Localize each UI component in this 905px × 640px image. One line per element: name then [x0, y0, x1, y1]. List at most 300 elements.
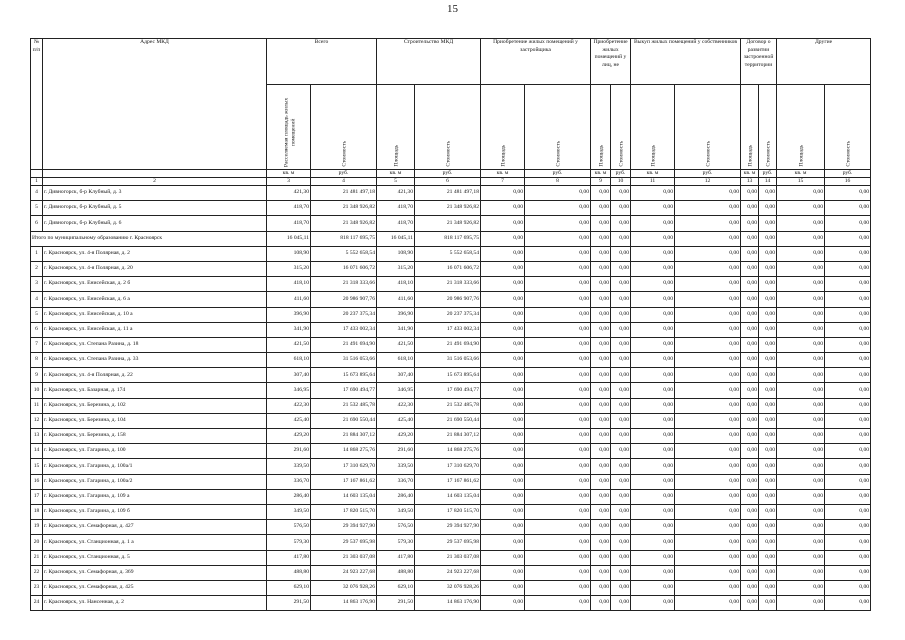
row-number: 20	[31, 535, 43, 550]
value-cell: 0,00	[481, 520, 525, 535]
value-cell: 0,00	[525, 261, 591, 276]
value-cell: 17 820 515,70	[311, 504, 377, 519]
value-cell: 417,80	[267, 550, 311, 565]
table-row	[31, 353, 871, 368]
value-cell: 0,00	[759, 383, 777, 398]
subheader-sub-cost: Стоимость	[759, 85, 777, 170]
value-cell: 0,00	[675, 398, 741, 413]
address-cell: г. Красноярск, ул. Станционная, д. 5	[43, 550, 267, 565]
address-cell: г. Красноярск, ул. Степана Разина, д. 18	[43, 337, 267, 352]
value-cell: 0,00	[777, 383, 825, 398]
value-cell: 0,00	[525, 307, 591, 322]
value-cell: 0,00	[777, 565, 825, 580]
header-address: Адрес МКД	[43, 39, 267, 170]
value-cell: 0,00	[741, 459, 759, 474]
value-cell: 0,00	[759, 459, 777, 474]
value-cell: 0,00	[611, 307, 631, 322]
value-cell: 0,00	[825, 596, 871, 611]
value-cell: 579,30	[267, 535, 311, 550]
value-cell: 629,10	[267, 580, 311, 595]
value-cell: 418,70	[377, 201, 415, 216]
column-number: 3	[267, 178, 311, 186]
value-cell: 0,00	[825, 520, 871, 535]
value-cell: 0,00	[759, 216, 777, 231]
value-cell: 0,00	[675, 413, 741, 428]
value-cell: 0,00	[611, 246, 631, 261]
column-number: 14	[759, 178, 777, 186]
value-cell: 0,00	[675, 383, 741, 398]
value-cell: 32 076 928,26	[415, 580, 481, 595]
value-cell: 0,00	[777, 292, 825, 307]
value-cell: 0,00	[611, 535, 631, 550]
subheader-sub-area: Площадь	[481, 85, 525, 170]
value-cell: 0,00	[825, 474, 871, 489]
value-cell: 0,00	[675, 459, 741, 474]
value-cell: 14 603 135,04	[311, 489, 377, 504]
value-cell: 0,00	[741, 292, 759, 307]
value-cell: 0,00	[675, 429, 741, 444]
subheader-sub-cost: Стоимость	[415, 85, 481, 170]
value-cell: 0,00	[591, 520, 611, 535]
value-cell: 0,00	[741, 550, 759, 565]
value-cell: 0,00	[611, 368, 631, 383]
subheader-sub-cost: Стоимость	[825, 85, 871, 170]
value-cell: 349,50	[267, 504, 311, 519]
value-cell: 0,00	[631, 535, 675, 550]
value-cell: 15 673 895,64	[415, 368, 481, 383]
value-cell: 21 532 485,78	[415, 398, 481, 413]
value-cell: 0,00	[481, 444, 525, 459]
value-cell: 0,00	[591, 277, 611, 292]
value-cell: 0,00	[759, 550, 777, 565]
value-cell: 0,00	[591, 565, 611, 580]
value-cell: 0,00	[591, 322, 611, 337]
value-cell: 0,00	[525, 565, 591, 580]
row-number: 19	[31, 520, 43, 535]
value-cell: 618,10	[267, 353, 311, 368]
table-row	[31, 216, 871, 231]
value-cell: 0,00	[777, 337, 825, 352]
value-cell: 0,00	[741, 261, 759, 276]
address-cell: г. Красноярск, ул. Семафорная, д. 427	[43, 520, 267, 535]
address-cell: г. Красноярск, ул. 4-я Полярная, д. 22	[43, 368, 267, 383]
value-cell: 29 537 695,98	[415, 535, 481, 550]
value-cell: 0,00	[481, 413, 525, 428]
value-cell: 21 303 037,08	[415, 550, 481, 565]
value-cell: 24 923 227,68	[311, 565, 377, 580]
value-cell: 0,00	[741, 580, 759, 595]
column-number: 10	[611, 178, 631, 186]
value-cell: 0,00	[759, 596, 777, 611]
value-cell: 818 117 695,75	[311, 231, 377, 246]
value-cell: 0,00	[741, 353, 759, 368]
row-number: 11	[31, 398, 43, 413]
value-cell: 21 884 307,12	[311, 429, 377, 444]
value-cell: 0,00	[591, 261, 611, 276]
address-cell: г. Дивногорск, б-р Клубный, д. 5	[43, 201, 267, 216]
row-number: 8	[31, 353, 43, 368]
address-cell: г. Дивногорск, б-р Клубный, д. 3	[43, 186, 267, 201]
row-number: 1	[31, 246, 43, 261]
value-cell: 0,00	[631, 216, 675, 231]
value-cell: 21 491 694,90	[311, 337, 377, 352]
value-cell: 0,00	[481, 429, 525, 444]
value-cell: 0,00	[525, 459, 591, 474]
value-cell: 0,00	[525, 277, 591, 292]
address-cell: г. Красноярск, ул. Гагарина, д. 100	[43, 444, 267, 459]
value-cell: 0,00	[675, 504, 741, 519]
value-cell: 0,00	[631, 201, 675, 216]
row-number: 2	[31, 261, 43, 276]
column-number: 6	[415, 178, 481, 186]
value-cell: 0,00	[777, 520, 825, 535]
value-cell: 21 348 926,82	[415, 216, 481, 231]
value-cell: 0,00	[759, 231, 777, 246]
unit-label: кв. м	[267, 170, 311, 178]
value-cell: 21 491 694,90	[415, 337, 481, 352]
value-cell: 0,00	[631, 520, 675, 535]
value-cell: 21 532 485,78	[311, 398, 377, 413]
value-cell: 0,00	[481, 383, 525, 398]
value-cell: 411,60	[377, 292, 415, 307]
value-cell: 0,00	[611, 231, 631, 246]
value-cell: 418,10	[377, 277, 415, 292]
value-cell: 0,00	[777, 246, 825, 261]
value-cell: 17 433 002,34	[415, 322, 481, 337]
value-cell: 0,00	[525, 383, 591, 398]
value-cell: 21 690 550,44	[311, 413, 377, 428]
value-cell: 0,00	[777, 444, 825, 459]
row-number: 23	[31, 580, 43, 595]
value-cell: 17 690 494,77	[311, 383, 377, 398]
value-cell: 0,00	[591, 596, 611, 611]
value-cell: 20 986 907,76	[311, 292, 377, 307]
column-number: 8	[525, 178, 591, 186]
header-total: Всего	[267, 39, 377, 85]
value-cell: 0,00	[759, 322, 777, 337]
value-cell: 0,00	[675, 261, 741, 276]
column-number: 2	[43, 178, 267, 186]
value-cell: 0,00	[591, 459, 611, 474]
value-cell: 21 348 926,82	[311, 216, 377, 231]
value-cell: 0,00	[481, 580, 525, 595]
value-cell: 0,00	[525, 186, 591, 201]
unit-label: кв. м	[741, 170, 759, 178]
value-cell: 21 318 333,66	[415, 277, 481, 292]
value-cell: 425,40	[377, 413, 415, 428]
value-cell: 0,00	[777, 596, 825, 611]
value-cell: 0,00	[631, 322, 675, 337]
value-cell: 0,00	[741, 201, 759, 216]
value-cell: 0,00	[591, 383, 611, 398]
value-cell: 5 552 658,54	[415, 246, 481, 261]
value-cell: 0,00	[611, 550, 631, 565]
value-cell: 0,00	[631, 459, 675, 474]
value-cell: 0,00	[481, 246, 525, 261]
value-cell: 291,60	[267, 444, 311, 459]
value-cell: 0,00	[525, 504, 591, 519]
value-cell: 0,00	[759, 277, 777, 292]
value-cell: 336,70	[377, 474, 415, 489]
value-cell: 0,00	[525, 489, 591, 504]
unit-label: руб.	[525, 170, 591, 178]
address-cell: г. Красноярск, ул. Енисейская, д. 11 а	[43, 322, 267, 337]
value-cell: 307,40	[377, 368, 415, 383]
value-cell: 0,00	[675, 353, 741, 368]
value-cell: 0,00	[481, 489, 525, 504]
value-cell: 0,00	[591, 368, 611, 383]
value-cell: 0,00	[525, 231, 591, 246]
value-cell: 421,50	[377, 337, 415, 352]
value-cell: 0,00	[481, 307, 525, 322]
value-cell: 0,00	[591, 216, 611, 231]
value-cell: 0,00	[631, 550, 675, 565]
value-cell: 0,00	[825, 550, 871, 565]
value-cell: 418,70	[267, 201, 311, 216]
value-cell: 16 045,11	[377, 231, 415, 246]
value-cell: 0,00	[525, 580, 591, 595]
address-cell: г. Красноярск, ул. 4-я Полярная, д. 2	[43, 246, 267, 261]
value-cell: 21 303 037,08	[311, 550, 377, 565]
value-cell: 0,00	[611, 292, 631, 307]
value-cell: 0,00	[525, 368, 591, 383]
value-cell: 629,10	[377, 580, 415, 595]
table-row	[31, 261, 871, 276]
row-number: 6	[31, 322, 43, 337]
value-cell: 0,00	[631, 383, 675, 398]
value-cell: 21 884 307,12	[415, 429, 481, 444]
value-cell: 0,00	[481, 398, 525, 413]
value-cell: 0,00	[825, 383, 871, 398]
value-cell: 307,40	[267, 368, 311, 383]
column-number: 15	[777, 178, 825, 186]
value-cell: 0,00	[825, 368, 871, 383]
value-cell: 0,00	[741, 596, 759, 611]
value-cell: 0,00	[759, 246, 777, 261]
value-cell: 108,90	[377, 246, 415, 261]
value-cell: 0,00	[825, 277, 871, 292]
value-cell: 411,60	[267, 292, 311, 307]
value-cell: 0,00	[525, 413, 591, 428]
unit-label: руб.	[759, 170, 777, 178]
subheader-sub-cost: Стоимость	[311, 85, 377, 170]
value-cell: 0,00	[591, 550, 611, 565]
value-cell: 0,00	[611, 216, 631, 231]
value-cell: 0,00	[741, 277, 759, 292]
value-cell: 0,00	[825, 580, 871, 595]
value-cell: 0,00	[591, 444, 611, 459]
value-cell: 17 167 861,62	[311, 474, 377, 489]
value-cell: 0,00	[675, 231, 741, 246]
value-cell: 31 516 053,66	[311, 353, 377, 368]
value-cell: 0,00	[675, 444, 741, 459]
unit-label: кв. м	[777, 170, 825, 178]
value-cell: 14 868 275,76	[415, 444, 481, 459]
value-cell: 0,00	[525, 550, 591, 565]
value-cell: 0,00	[611, 459, 631, 474]
value-cell: 0,00	[481, 186, 525, 201]
subheader-sub-area-total: Расселяемая площадь жилых помещений	[267, 85, 311, 170]
value-cell: 0,00	[675, 246, 741, 261]
value-cell: 417,80	[377, 550, 415, 565]
value-cell: 17 310 629,70	[415, 459, 481, 474]
value-cell: 0,00	[741, 231, 759, 246]
value-cell: 0,00	[741, 444, 759, 459]
value-cell: 0,00	[631, 596, 675, 611]
value-cell: 0,00	[631, 413, 675, 428]
table-row	[31, 535, 871, 550]
value-cell: 0,00	[481, 322, 525, 337]
value-cell: 0,00	[759, 565, 777, 580]
value-cell: 346,95	[267, 383, 311, 398]
value-cell: 0,00	[631, 444, 675, 459]
value-cell: 24 923 227,68	[415, 565, 481, 580]
value-cell: 0,00	[591, 535, 611, 550]
value-cell: 0,00	[675, 201, 741, 216]
value-cell: 0,00	[741, 322, 759, 337]
row-number: 17	[31, 489, 43, 504]
value-cell: 0,00	[631, 307, 675, 322]
value-cell: 0,00	[777, 550, 825, 565]
row-number: 24	[31, 596, 43, 611]
value-cell: 0,00	[611, 444, 631, 459]
value-cell: 31 516 053,66	[415, 353, 481, 368]
unit-label: руб.	[415, 170, 481, 178]
row-number: 7	[31, 337, 43, 352]
subheader-sub-cost: Стоимость	[525, 85, 591, 170]
row-number: 22	[31, 565, 43, 580]
value-cell: 0,00	[759, 261, 777, 276]
value-cell: 0,00	[481, 277, 525, 292]
value-cell: 0,00	[825, 398, 871, 413]
row-number: 10	[31, 383, 43, 398]
address-cell: г. Красноярск, ул. Березина, д. 104	[43, 413, 267, 428]
value-cell: 0,00	[481, 596, 525, 611]
address-cell: г. Красноярск, ул. Енисейская, д. 6 а	[43, 292, 267, 307]
subheader-sub-area: Площадь	[631, 85, 675, 170]
column-numbers-row	[31, 178, 871, 186]
value-cell: 0,00	[777, 216, 825, 231]
value-cell: 0,00	[825, 292, 871, 307]
value-cell: 0,00	[611, 261, 631, 276]
address-cell: г. Красноярск, ул. Гагарина, д. 100а/1	[43, 459, 267, 474]
value-cell: 17 310 629,70	[311, 459, 377, 474]
address-cell: г. Красноярск, ул. Семафорная, д. 425	[43, 580, 267, 595]
value-cell: 291,60	[377, 444, 415, 459]
value-cell: 0,00	[675, 596, 741, 611]
value-cell: 0,00	[675, 520, 741, 535]
unit-label: руб.	[311, 170, 377, 178]
value-cell: 0,00	[741, 368, 759, 383]
value-cell: 0,00	[481, 459, 525, 474]
value-cell: 339,50	[377, 459, 415, 474]
header-buyout: Выкуп жилых помещений у собственников	[631, 39, 741, 85]
value-cell: 14 603 135,04	[415, 489, 481, 504]
value-cell: 14 863 176,90	[415, 596, 481, 611]
value-cell: 818 117 695,75	[415, 231, 481, 246]
value-cell: 0,00	[825, 489, 871, 504]
value-cell: 0,00	[611, 520, 631, 535]
value-cell: 0,00	[759, 444, 777, 459]
value-cell: 21 481 497,18	[415, 186, 481, 201]
column-number: 13	[741, 178, 759, 186]
table-row	[31, 201, 871, 216]
value-cell: 0,00	[611, 353, 631, 368]
value-cell: 21 481 497,18	[311, 186, 377, 201]
value-cell: 21 348 926,82	[311, 201, 377, 216]
table-row	[31, 520, 871, 535]
value-cell: 0,00	[675, 474, 741, 489]
value-cell: 0,00	[631, 429, 675, 444]
total-row	[31, 231, 871, 246]
value-cell: 16 071 606,72	[415, 261, 481, 276]
value-cell: 0,00	[525, 246, 591, 261]
value-cell: 0,00	[481, 231, 525, 246]
page-number: 15	[447, 3, 458, 15]
table-row	[31, 186, 871, 201]
value-cell: 286,40	[377, 489, 415, 504]
value-cell: 0,00	[741, 413, 759, 428]
value-cell: 0,00	[481, 474, 525, 489]
value-cell: 0,00	[525, 520, 591, 535]
unit-label: кв. м	[591, 170, 611, 178]
value-cell: 0,00	[631, 246, 675, 261]
value-cell: 0,00	[675, 216, 741, 231]
value-cell: 0,00	[631, 292, 675, 307]
value-cell: 0,00	[631, 565, 675, 580]
value-cell: 108,90	[267, 246, 311, 261]
column-number: 16	[825, 178, 871, 186]
value-cell: 0,00	[825, 444, 871, 459]
value-cell: 0,00	[481, 565, 525, 580]
value-cell: 0,00	[759, 307, 777, 322]
value-cell: 0,00	[591, 201, 611, 216]
value-cell: 29 394 927,90	[415, 520, 481, 535]
value-cell: 0,00	[675, 322, 741, 337]
value-cell: 0,00	[777, 429, 825, 444]
value-cell: 0,00	[611, 565, 631, 580]
value-cell: 0,00	[591, 231, 611, 246]
value-cell: 0,00	[825, 459, 871, 474]
value-cell: 291,50	[267, 596, 311, 611]
value-cell: 0,00	[591, 504, 611, 519]
value-cell: 0,00	[741, 565, 759, 580]
column-number: 7	[481, 178, 525, 186]
address-cell: г. Красноярск, ул. Енисейская, д. 2 б	[43, 277, 267, 292]
value-cell: 0,00	[481, 337, 525, 352]
value-cell: 32 076 928,26	[311, 580, 377, 595]
unit-label: руб.	[611, 170, 631, 178]
row-number: 13	[31, 429, 43, 444]
value-cell: 0,00	[481, 353, 525, 368]
address-cell: г. Красноярск, ул. Станционная, д. 1 а	[43, 535, 267, 550]
value-cell: 0,00	[777, 322, 825, 337]
value-cell: 0,00	[777, 504, 825, 519]
value-cell: 0,00	[825, 246, 871, 261]
value-cell: 0,00	[777, 398, 825, 413]
value-cell: 0,00	[611, 413, 631, 428]
table-row	[31, 292, 871, 307]
table-row	[31, 550, 871, 565]
table-row	[31, 565, 871, 580]
value-cell: 20 237 375,34	[415, 307, 481, 322]
value-cell: 0,00	[611, 580, 631, 595]
table-row	[31, 246, 871, 261]
table-row	[31, 337, 871, 352]
value-cell: 0,00	[481, 504, 525, 519]
value-cell: 0,00	[525, 292, 591, 307]
value-cell: 339,50	[267, 459, 311, 474]
